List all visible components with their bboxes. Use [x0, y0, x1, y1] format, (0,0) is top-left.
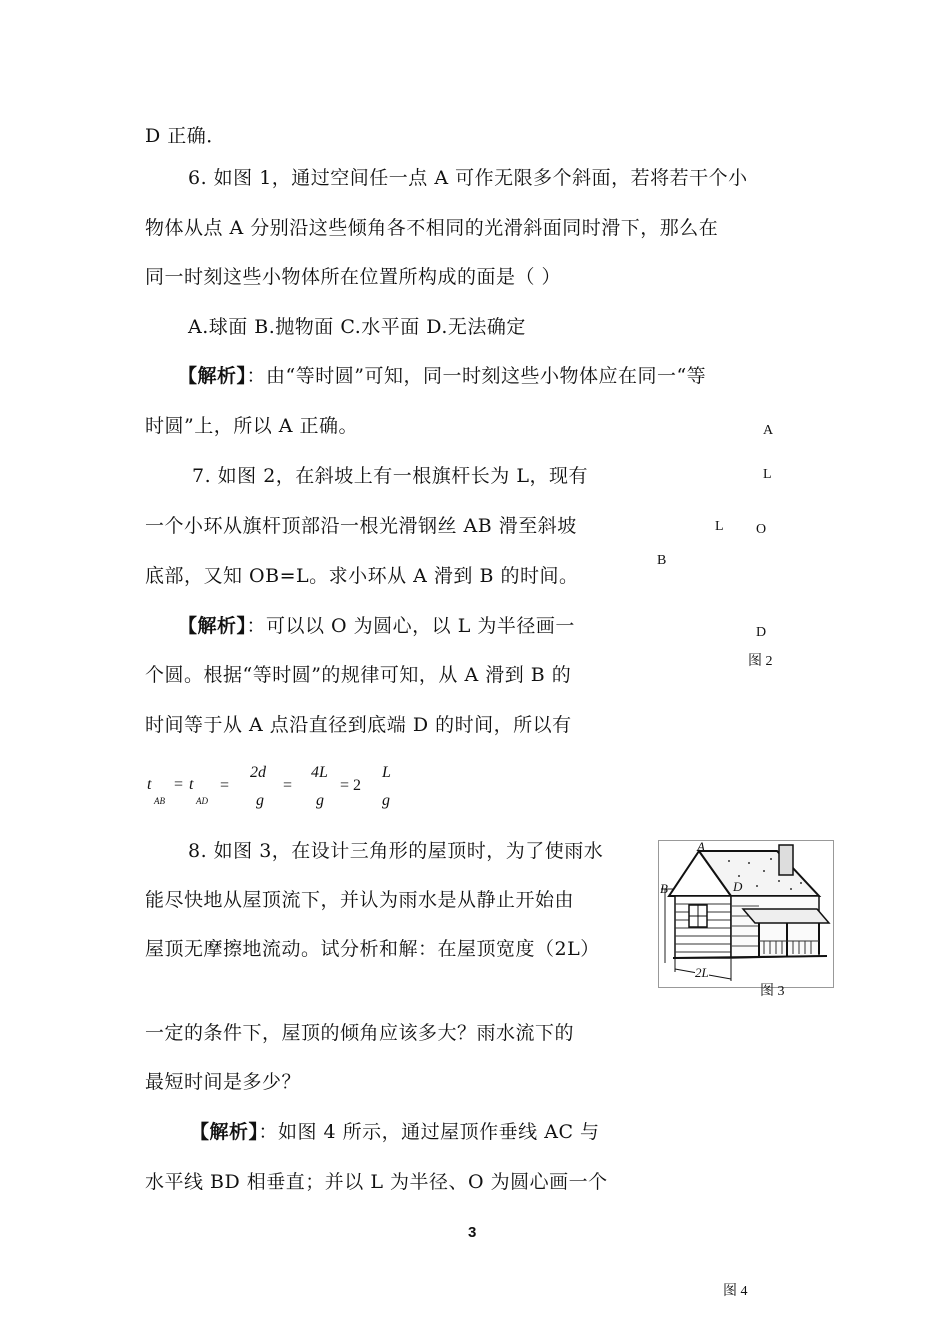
question-8-line-5: 最短时间是多少？	[145, 1071, 302, 1093]
fig2-caption: 图 2	[748, 654, 773, 669]
solution-label: 【解析】	[178, 615, 247, 637]
question-8-line-4: 一定的条件下，屋顶的倾角应该多大？雨水流下的	[145, 1022, 575, 1044]
question-7-line-1: 7. 如图 2，在斜坡上有一根旗杆长为 L，现有	[192, 465, 588, 487]
text-line-1: D 正确．	[145, 125, 226, 147]
fig2-label-a: A	[763, 423, 774, 438]
solution-7-text: ：可以以 O 为圆心，以 L 为半径画一	[246, 615, 575, 637]
solution-6-text: ：由“等时圆”可知，同一时刻这些小物体应在同一“等	[246, 365, 707, 387]
formula-equals-2: = 2	[340, 777, 362, 794]
solution-8-text: ：如图 4 所示，通过屋顶作垂线 AC 与	[258, 1121, 600, 1143]
figure-3-house-image	[658, 840, 834, 988]
fig2-label-l-top: L	[763, 467, 772, 482]
formula-equals: =	[174, 776, 184, 793]
question-7-line-2: 一个小环从旗杆顶部沿一根光滑钢丝 AB 滑至斜坡	[145, 515, 577, 537]
page-number: 3	[468, 1224, 477, 1241]
fig3-caption: 图 3	[760, 984, 785, 999]
question-6-line-1: 6. 如图 1，通过空间任一点 A 可作无限多个斜面，若将若干个小	[188, 167, 748, 189]
formula-numerator-4l: 4L	[311, 764, 328, 781]
house-drawing	[659, 841, 833, 987]
solution-7-line-3: 时间等于从 A 点沿直径到底端 D 的时间，所以有	[145, 714, 572, 736]
question-6-line-3: 同一时刻这些小物体所在位置所构成的面是（ ）	[145, 266, 562, 288]
solution-7-line-2: 个圆。根据“等时圆”的规律可知，从 A 滑到 B 的	[145, 664, 572, 686]
formula-sub-ad: AD	[196, 796, 208, 806]
formula-t-ad: t	[189, 776, 194, 793]
formula-equals: =	[283, 777, 293, 794]
solution-6-line-2: 时圆”上，所以 A 正确。	[145, 415, 359, 437]
fig4-caption: 图 4	[723, 1284, 748, 1299]
question-8-line-3: 屋顶无摩擦地流动。试分析和解：在屋顶宽度（2L）	[145, 938, 600, 960]
formula-denominator-g: g	[316, 792, 324, 809]
question-6-options: A.球面 B.抛物面 C.水平面 D.无法确定	[188, 316, 526, 338]
fig2-label-b: B	[657, 553, 667, 568]
fig3-label-d: D	[733, 879, 743, 894]
solution-8-line-1	[190, 1117, 600, 1144]
solution-label: 【解析】	[190, 1121, 259, 1143]
formula-numerator-2d: 2d	[250, 764, 266, 781]
fig2-label-d: D	[756, 625, 767, 640]
fig2-label-l-left: L	[715, 519, 724, 534]
solution-6-line-1	[178, 361, 706, 388]
solution-7-line-1	[178, 611, 575, 638]
solution-label: 【解析】	[178, 365, 247, 387]
formula-t-ab: t	[147, 776, 152, 793]
formula-equals: =	[220, 777, 230, 794]
fig2-label-o: O	[756, 522, 767, 537]
formula-denominator-g: g	[382, 792, 390, 809]
question-7-line-3: 底部，又知 OB=L。求小环从 A 滑到 B 的时间。	[145, 565, 579, 587]
fig3-label-a: A	[697, 839, 705, 854]
solution-8-line-2: 水平线 BD 相垂直；并以 L 为半径、O 为圆心画一个	[145, 1171, 608, 1193]
formula-denominator-g: g	[256, 792, 264, 809]
fig3-label-b: B	[660, 881, 668, 896]
formula-sub-ab: AB	[154, 796, 165, 806]
question-8-line-1: 8. 如图 3，在设计三角形的屋顶时，为了使雨水	[188, 840, 604, 862]
fig3-label-2l: 2L	[695, 965, 709, 980]
question-6-line-2: 物体从点 A 分别沿这些倾角各不相同的光滑斜面同时滑下，那么在	[145, 217, 719, 239]
question-8-line-2: 能尽快地从屋顶流下，并认为雨水是从静止开始由	[145, 889, 575, 911]
formula-numerator-l: L	[382, 764, 391, 781]
